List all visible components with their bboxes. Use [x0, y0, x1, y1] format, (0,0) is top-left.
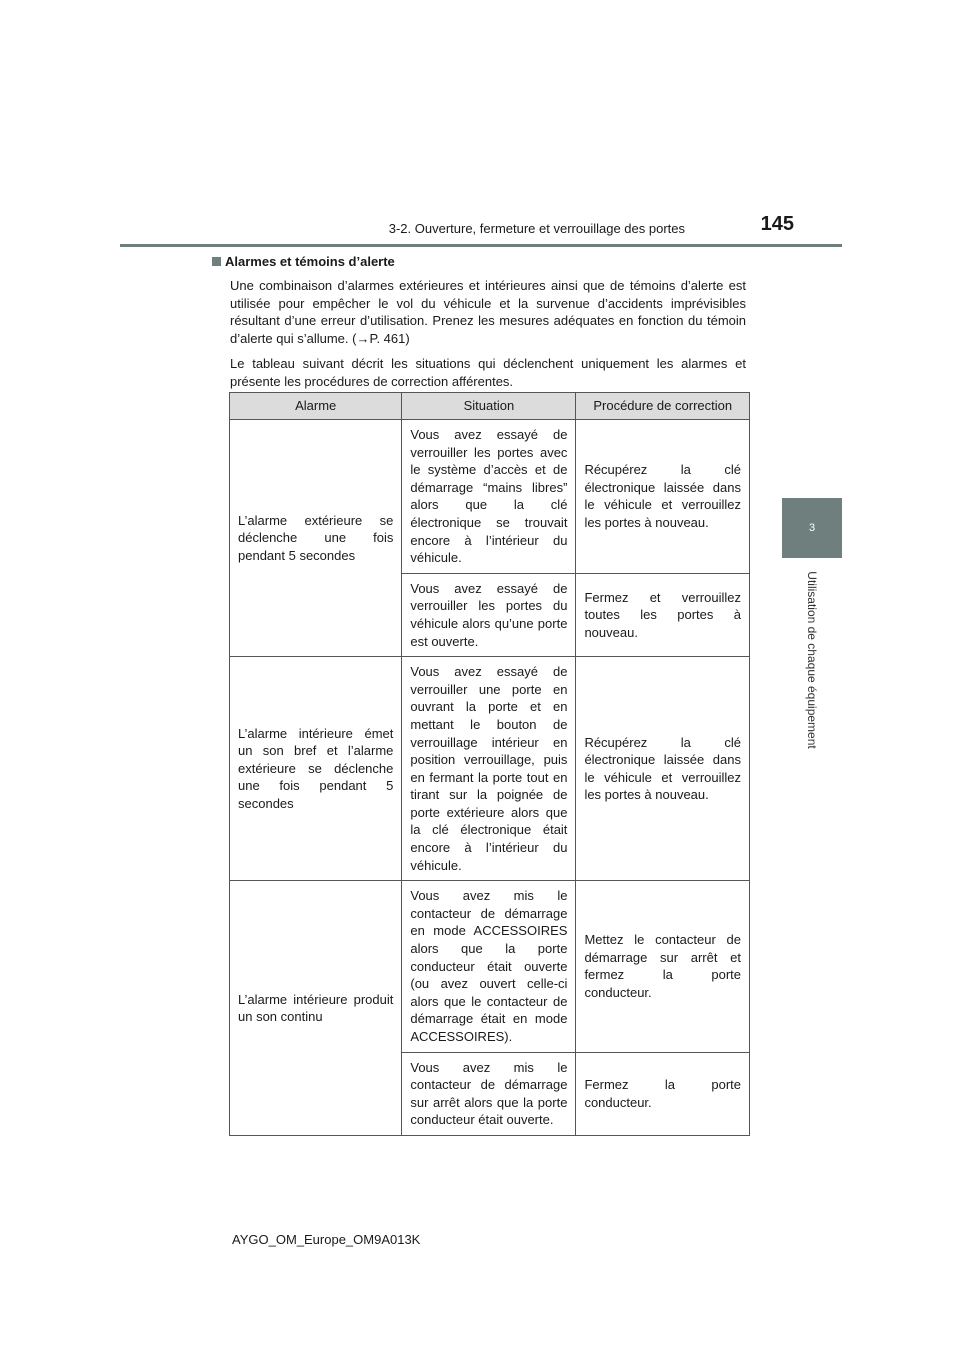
table-intro-paragraph: Le tableau suivant décrit les situations qui déclenchent uniquement les alarmes et présente les procédures de correction afférentes.: [230, 356, 746, 389]
chapter-side-label: Utilisation de chaque équipement: [805, 571, 819, 749]
intro-paragraph: Une combinaison d’alarmes extérieures et intérieures ainsi que de témoins d’alerte est utilisée pour empêcher le vol du véhicule et la survenue d’accidents imprévisibles résultant d’une erreur d’utilisation. Prenez les mesures adéquates en fonction du témoin d’alerte qui s’allume. (→P. 461): [230, 278, 746, 346]
table-row: [230, 420, 750, 574]
alarm-section: [212, 254, 746, 398]
column-header-situation: Situation: [402, 393, 576, 420]
alarm-cell: L’alarme intérieure produit un son continu: [230, 881, 402, 1136]
alarm-cell: L’alarme intérieure émet un son bref et l’alarme extérieure se déclenche une fois pendant 5 secondes: [230, 657, 402, 881]
column-header-alarm: Alarme: [230, 393, 402, 420]
document-code: AYGO_OM_Europe_OM9A013K: [232, 1232, 421, 1247]
page-number: 145: [760, 213, 794, 235]
alarm-table: [229, 392, 750, 1136]
square-bullet-icon: [212, 257, 221, 266]
chapter-tab-number: 3: [808, 522, 816, 534]
column-header-procedure: Procédure de correction: [576, 393, 750, 420]
table-header-row: [230, 393, 750, 420]
situation-cell: Vous avez mis le contacteur de démarrage en mode ACCESSOIRES alors que la porte conducteur était ouverte (ou avez ouvert celle-ci alors que le contacteur de démarrage était en mode ACCESSOIRES).: [402, 881, 576, 1052]
procedure-cell: Fermez la porte conducteur.: [576, 1052, 750, 1135]
chapter-tab[interactable]: [782, 498, 842, 558]
situation-cell: Vous avez mis le contacteur de démarrage sur arrêt alors que la porte conducteur était ouverte.: [402, 1052, 576, 1135]
section-title-text: Alarmes et témoins d’alerte: [225, 254, 395, 269]
procedure-cell: Récupérez la clé électronique laissée dans le véhicule et verrouillez les portes à nouveau.: [576, 420, 750, 574]
table-row: [230, 881, 750, 1052]
situation-cell: Vous avez essayé de verrouiller les portes du véhicule alors qu’une porte est ouverte.: [402, 573, 576, 656]
situation-cell: Vous avez essayé de verrouiller une porte en ouvrant la porte et en mettant le bouton de verrouillage intérieur en position verrouillage, puis en fermant la porte tout en tirant sur la poignée de porte extérieure alors que la clé électronique était encore à l’intérieur du véhicule.: [402, 657, 576, 881]
procedure-cell: Mettez le contacteur de démarrage sur arrêt et fermez la porte conducteur.: [576, 881, 750, 1052]
procedure-cell: Récupérez la clé électronique laissée dans le véhicule et verrouillez les portes à nouveau.: [576, 657, 750, 881]
situation-cell: Vous avez essayé de verrouiller les portes avec le système d’accès et de démarrage “mains libres” alors que la clé électronique se trouvait encore à l’intérieur du véhicule.: [402, 420, 576, 574]
table-row: [230, 657, 750, 881]
header-divider: [120, 244, 842, 247]
section-title: [212, 254, 746, 269]
chapter-title: 3-2. Ouverture, fermeture et verrouillage des portes: [388, 221, 685, 236]
procedure-cell: Fermez et verrouillez toutes les portes à nouveau.: [576, 573, 750, 656]
alarm-cell: L’alarme extérieure se déclenche une fois pendant 5 secondes: [230, 420, 402, 657]
